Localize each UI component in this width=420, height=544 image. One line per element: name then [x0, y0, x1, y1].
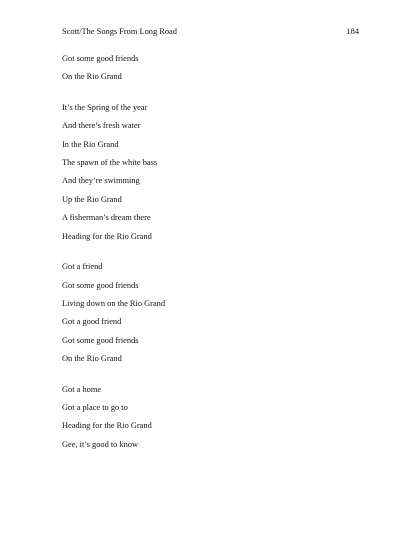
lyric-line: Got some good friends	[62, 280, 139, 290]
lyric-line: Gee, it’s good to know	[62, 439, 139, 449]
stanza	[62, 102, 362, 243]
lyric-line: Got some good friends	[62, 335, 139, 345]
lyric-line: And they’re swimming	[62, 176, 140, 186]
lyric-line: Got a good friend	[62, 317, 122, 327]
lyric-line: The spawn of the white bass	[62, 158, 158, 168]
lyric-line: On the Rio Grand	[62, 354, 122, 364]
lyric-line: Got a home	[62, 384, 102, 394]
lyric-line: In the Rio Grand	[62, 139, 119, 149]
page-number: 184	[346, 27, 359, 36]
stanza	[62, 53, 362, 83]
lyric-line: A fisherman’s dream there	[62, 213, 151, 223]
running-header	[62, 26, 359, 38]
lyric-line: Got some good friends	[62, 54, 139, 63]
lyric-line: Up the Rio Grand	[62, 194, 122, 204]
lyric-line: Got a place to go to	[62, 402, 128, 412]
lyric-line: It’s the Spring of the year	[62, 102, 148, 112]
lyrics-body	[62, 53, 362, 457]
lyric-line: On the Rio Grand	[62, 72, 122, 82]
lyric-line: Heading for the Rio Grand	[62, 231, 152, 241]
stanza	[62, 261, 362, 365]
lyric-line: Living down on the Rio Grand	[62, 298, 166, 308]
running-title: Scott/The Songs From Long Road	[62, 27, 177, 36]
stanza	[62, 384, 362, 451]
lyric-line: Heading for the Rio Grand	[62, 421, 152, 431]
lyric-line: And there’s fresh water	[62, 121, 141, 131]
lyric-line: Got a friend	[62, 262, 103, 272]
